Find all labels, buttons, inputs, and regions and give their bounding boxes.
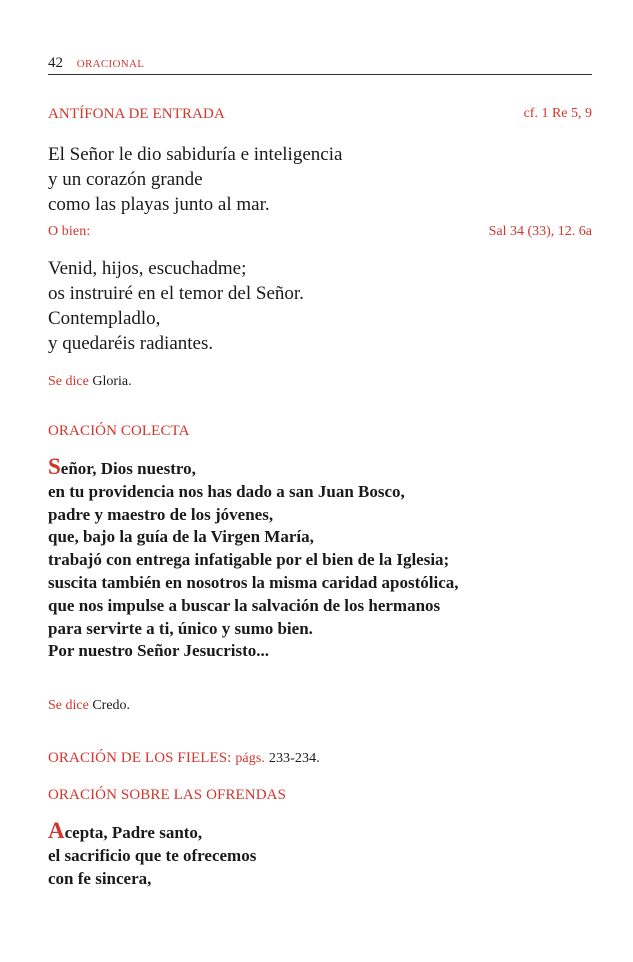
- collect-title: ORACIÓN COLECTA: [48, 423, 190, 439]
- prayer-line: Por nuestro Señor Jesucristo...: [48, 641, 269, 661]
- prayer-line: que, bajo la guía de la Virgen María,: [48, 527, 314, 547]
- drop-cap: S: [48, 454, 61, 479]
- verse-line: os instruiré en el temor del Señor.: [48, 283, 304, 304]
- gloria-rubric: [48, 374, 132, 390]
- antifona-reference: cf. 1 Re 5, 9: [523, 106, 592, 121]
- antifona-text: [48, 142, 342, 217]
- prayer-line: con fe sincera,: [48, 868, 152, 888]
- prayer-first-rest: cepta, Padre santo,: [64, 823, 203, 842]
- rubric-word: Gloria.: [92, 374, 132, 389]
- verse-line: y quedaréis radiantes.: [48, 333, 214, 354]
- alternative-label: O bien:: [48, 224, 91, 239]
- verse-line: como las playas junto al mar.: [48, 194, 270, 215]
- collect-prayer: [48, 456, 459, 663]
- prayer-line: para servirte a ti, único y sumo bien.: [48, 618, 313, 638]
- faithful-title: ORACIÓN DE LOS FIELES:: [48, 750, 232, 766]
- offerings-prayer: [48, 820, 256, 890]
- alternative-reference: Sal 34 (33), 12. 6a: [488, 224, 592, 239]
- prayer-first-rest: eñor, Dios nuestro,: [60, 459, 196, 478]
- prayer-line: en tu providencia nos has dado a san Juan Bosco,: [48, 481, 405, 501]
- prayer-line: el sacrificio que te ofrecemos: [48, 845, 257, 865]
- rubric-prefix: Se dice: [48, 698, 89, 713]
- prayer-line: que nos impulse a buscar la salvación de los hermanos: [48, 595, 441, 615]
- rubric-prefix: Se dice: [48, 374, 89, 389]
- credo-rubric: [48, 698, 130, 714]
- verse-line: y un corazón grande: [48, 169, 203, 190]
- running-title: ORACIONAL: [76, 58, 145, 70]
- offerings-title: ORACIÓN SOBRE LAS OFRENDAS: [48, 787, 287, 803]
- prayer-first-line: [48, 456, 459, 481]
- prayer-line: trabajó con entrega infatigable por el bien de la Iglesia;: [48, 550, 450, 570]
- faithful-pages-label: págs.: [235, 751, 265, 766]
- prayer-line: padre y maestro de los jóvenes,: [48, 504, 274, 524]
- alternative-text: [48, 256, 304, 356]
- rubric-word: Credo.: [92, 698, 131, 713]
- verse-line: El Señor le dio sabiduría e inteligencia: [48, 144, 343, 165]
- prayer-line: suscita también en nosotros la misma caridad apostólica,: [48, 572, 459, 592]
- prayer-first-line: [48, 820, 256, 845]
- faithful-pages: 233-234.: [268, 751, 320, 766]
- faithful-heading: [48, 750, 320, 767]
- drop-cap: A: [48, 818, 65, 843]
- header-rule: [48, 74, 592, 75]
- page-header: [48, 55, 144, 72]
- page-number: 42: [48, 55, 63, 71]
- verse-line: Venid, hijos, escuchadme;: [48, 258, 247, 279]
- antifona-title: ANTÍFONA DE ENTRADA: [48, 106, 225, 122]
- verse-line: Contempladlo,: [48, 308, 161, 329]
